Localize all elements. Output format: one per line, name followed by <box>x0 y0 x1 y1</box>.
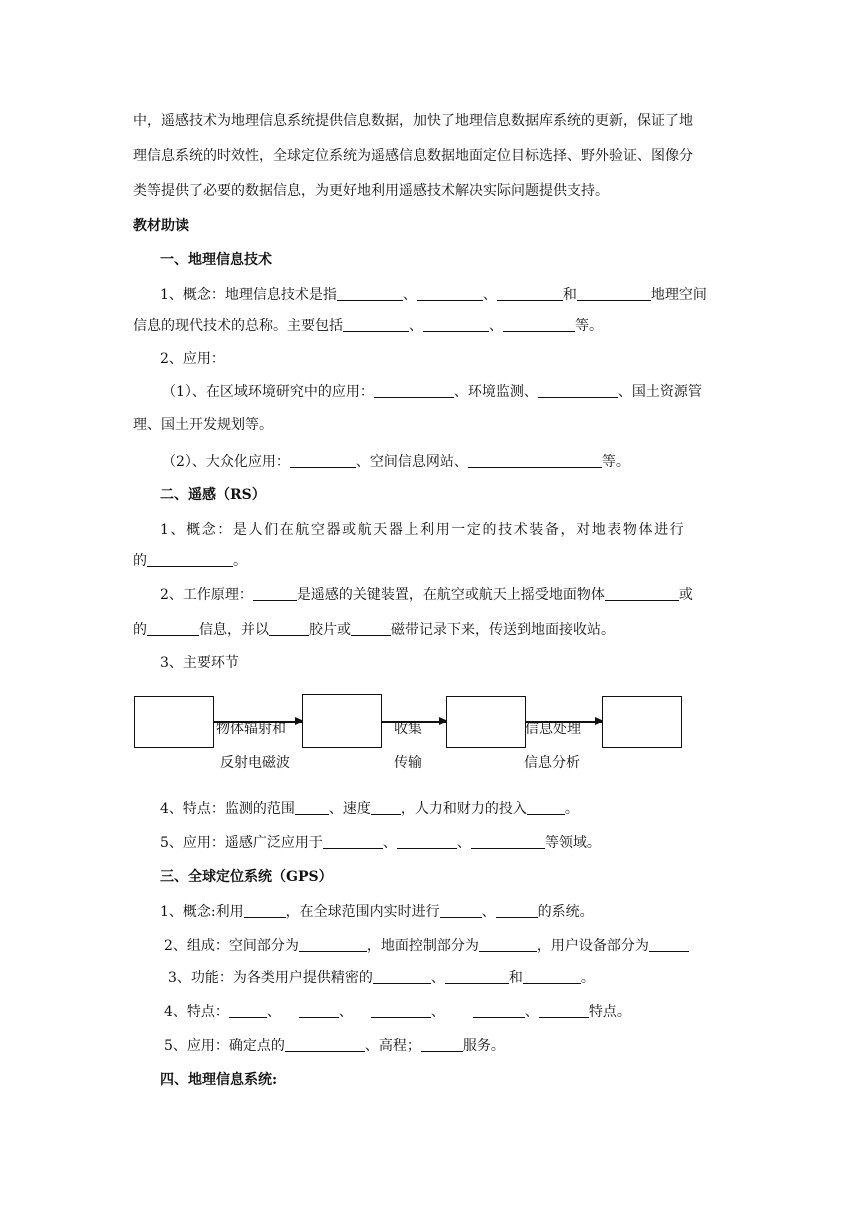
fill-blank[interactable] <box>244 902 286 918</box>
fill-blank[interactable] <box>421 1036 463 1052</box>
fill-blank[interactable] <box>471 833 545 849</box>
fill-blank[interactable] <box>503 316 575 332</box>
s1-app-1-line-2: 理、国土开发规划等。 <box>133 417 273 433</box>
s1-app-2-end: 等。 <box>601 454 630 470</box>
fill-blank[interactable] <box>417 285 483 301</box>
s3-application-line <box>164 1036 505 1056</box>
fill-blank[interactable] <box>290 452 356 468</box>
s1-and: 和 <box>562 287 577 303</box>
flow-label-2-bottom: 传输 <box>394 755 422 771</box>
s1-sep: 、 <box>402 287 417 303</box>
s2-principle-info: 信息，并以 <box>199 622 269 638</box>
s3-application-text: 5、应用：确定点的 <box>164 1038 285 1054</box>
s3-sep: 、 <box>524 1004 539 1020</box>
fill-blank[interactable] <box>445 968 509 984</box>
s2-application-text: 5、应用：遥感广泛应用于 <box>160 835 323 851</box>
fill-blank[interactable] <box>373 968 431 984</box>
s2-concept-of: 的 <box>133 553 147 569</box>
fill-blank[interactable] <box>323 833 383 849</box>
s3-features-text: 4、特点： <box>164 1004 229 1020</box>
s3-composition-user: ，用户设备部分为 <box>536 938 649 954</box>
s2-application-end: 等领域。 <box>544 835 601 851</box>
s3-sep: 、 <box>481 904 496 920</box>
s2-concept-end: 。 <box>233 553 247 569</box>
fill-blank[interactable] <box>337 285 403 301</box>
s2-features-end: 。 <box>564 801 579 817</box>
s2-features-text: 4、特点：监测的范围 <box>160 801 295 817</box>
s1-end: 地理空间 <box>650 287 707 303</box>
s2-principle-mid: 是遥感的关键装置，在航空或航天上摇受地面物体 <box>296 587 605 603</box>
s1-app-1-mid: 、环境监测、 <box>453 384 538 400</box>
flow-box-4[interactable] <box>602 696 682 748</box>
fill-blank[interactable] <box>147 551 233 567</box>
s3-application-end: 服务。 <box>462 1038 505 1054</box>
s3-concept-mid: ，在全球范围内实时进行 <box>285 904 440 920</box>
s3-and: 和 <box>508 970 523 986</box>
fill-blank[interactable] <box>473 1002 525 1018</box>
flow-box-2[interactable] <box>302 694 382 748</box>
fill-blank[interactable] <box>269 620 309 636</box>
intro-line-2: 理信息系统的时效性，全球定位系统为遥感信息数据地面定位目标选择、野外验证、图像分 <box>133 148 693 164</box>
fill-blank[interactable] <box>371 799 401 815</box>
s3-sep: 、 <box>266 1004 281 1020</box>
fill-blank[interactable] <box>577 285 651 301</box>
s2-principle-line <box>160 585 693 605</box>
fill-blank[interactable] <box>285 1036 365 1052</box>
fill-blank[interactable] <box>605 585 679 601</box>
s2-concept-line: 1、概念：是人们在航空器或航天器上利用一定的技术装备，对地表物体进行 <box>160 522 686 538</box>
s3-sep: 、 <box>430 970 445 986</box>
flow-label-2-top: 收集 <box>394 721 422 737</box>
s3-concept-text: 1、概念:利用 <box>160 904 244 920</box>
s2-principle-or: 或 <box>678 587 693 603</box>
intro-line-1: 中，遥感技术为地理信息系统提供信息数据，加快了地理信息数据库系统的更新，保证了地 <box>133 113 693 129</box>
flow-box-3[interactable] <box>446 696 526 748</box>
fill-blank[interactable] <box>649 936 689 952</box>
s2-principle-of: 的 <box>133 622 147 638</box>
s1-app-1-line <box>162 382 702 402</box>
s3-features-line <box>164 1002 631 1022</box>
fill-blank[interactable] <box>539 1002 589 1018</box>
s2-principle-text: 2、工作原理： <box>160 587 253 603</box>
s1-end-2: 等。 <box>575 318 603 334</box>
s1-app-2-line <box>162 452 630 472</box>
intro-line-3: 类等提供了必要的数据信息，为更好地利用遥感技术解决实际问题提供支持。 <box>133 183 609 199</box>
s3-composition-line <box>164 936 689 956</box>
s2-principle-line-2 <box>133 620 615 640</box>
fill-blank[interactable] <box>479 936 537 952</box>
s1-concept-text: 1、概念：地理信息技术是指 <box>160 287 337 303</box>
fill-blank[interactable] <box>527 799 565 815</box>
s1-sep: 、 <box>482 287 497 303</box>
s2-principle-tape: 磁带记录下来，传送到地面接收站。 <box>391 622 615 638</box>
s2-sep: 、 <box>382 835 397 851</box>
s3-function-text: 3、功能：为各类用户提供精密的 <box>168 970 373 986</box>
s1-application-label: 2、应用： <box>160 351 225 367</box>
fill-blank[interactable] <box>440 902 482 918</box>
s3-application-mid: 、高程； <box>364 1038 421 1054</box>
fill-blank[interactable] <box>343 316 409 332</box>
s3-sep: 、 <box>338 1004 353 1020</box>
fill-blank[interactable] <box>538 382 618 398</box>
s2-principle-film: 胶片或 <box>309 622 351 638</box>
heading-reading-guide: 教材助读 <box>133 218 189 234</box>
s3-features-end: 特点。 <box>588 1004 631 1020</box>
fill-blank[interactable] <box>295 799 329 815</box>
s1-app-2-text: （2）、大众化应用： <box>162 454 290 470</box>
s3-concept-line <box>160 902 594 922</box>
s3-composition-text: 2、组成：空间部分为 <box>164 938 299 954</box>
s1-app-1-text: （1）、在区域环境研究中的应用： <box>162 384 374 400</box>
fill-blank[interactable] <box>147 620 199 636</box>
fill-blank[interactable] <box>423 316 489 332</box>
s1-app-1-end: 、国土资源管 <box>617 384 702 400</box>
fill-blank[interactable] <box>468 452 602 468</box>
fill-blank[interactable] <box>351 620 391 636</box>
section-3-title: 三、全球定位系统（GPS） <box>160 869 333 885</box>
section-4-title: 四、地理信息系统: <box>160 1072 278 1088</box>
s1-sep: 、 <box>489 318 503 334</box>
s1-concept-line <box>160 285 707 305</box>
s3-function-end: 。 <box>580 970 595 986</box>
s2-features-speed: 、速度 <box>328 801 371 817</box>
fill-blank[interactable] <box>253 585 297 601</box>
s3-sep: 、 <box>430 1004 445 1020</box>
fill-blank[interactable] <box>299 936 367 952</box>
s2-concept-line-2 <box>133 551 247 571</box>
section-2-title: 二、遥感（RS） <box>160 487 266 503</box>
fill-blank[interactable] <box>299 1002 339 1018</box>
s2-application-line <box>160 833 601 853</box>
fill-blank[interactable] <box>496 902 538 918</box>
s1-sep: 、 <box>409 318 423 334</box>
s1-concept-text-2: 信息的现代技术的总称。主要包括 <box>133 318 343 334</box>
s3-concept-end: 的系统。 <box>537 904 594 920</box>
fill-blank[interactable] <box>371 1002 431 1018</box>
section-1-title: 一、地理信息技术 <box>160 252 272 268</box>
s2-features-input: ，人力和财力的投入 <box>400 801 527 817</box>
fill-blank[interactable] <box>397 833 457 849</box>
s2-sep: 、 <box>456 835 471 851</box>
s2-main-steps-label: 3、主要环节 <box>160 655 239 671</box>
flow-label-3-bottom: 信息分析 <box>524 755 580 771</box>
flow-label-1-top: 物体辐射和 <box>216 721 286 737</box>
s3-composition-ground: ，地面控制部分为 <box>366 938 479 954</box>
s2-features-line <box>160 799 579 819</box>
fill-blank[interactable] <box>229 1002 267 1018</box>
s1-concept-line-2 <box>133 316 603 336</box>
flow-label-3-top: 信息处理 <box>525 721 581 737</box>
fill-blank[interactable] <box>523 968 581 984</box>
flow-label-1-bottom: 反射电磁波 <box>220 755 290 771</box>
flow-box-1[interactable] <box>134 696 214 748</box>
s3-function-line <box>168 968 595 988</box>
fill-blank[interactable] <box>497 285 563 301</box>
fill-blank[interactable] <box>374 382 454 398</box>
s1-app-2-mid: 、空间信息网站、 <box>355 454 468 470</box>
